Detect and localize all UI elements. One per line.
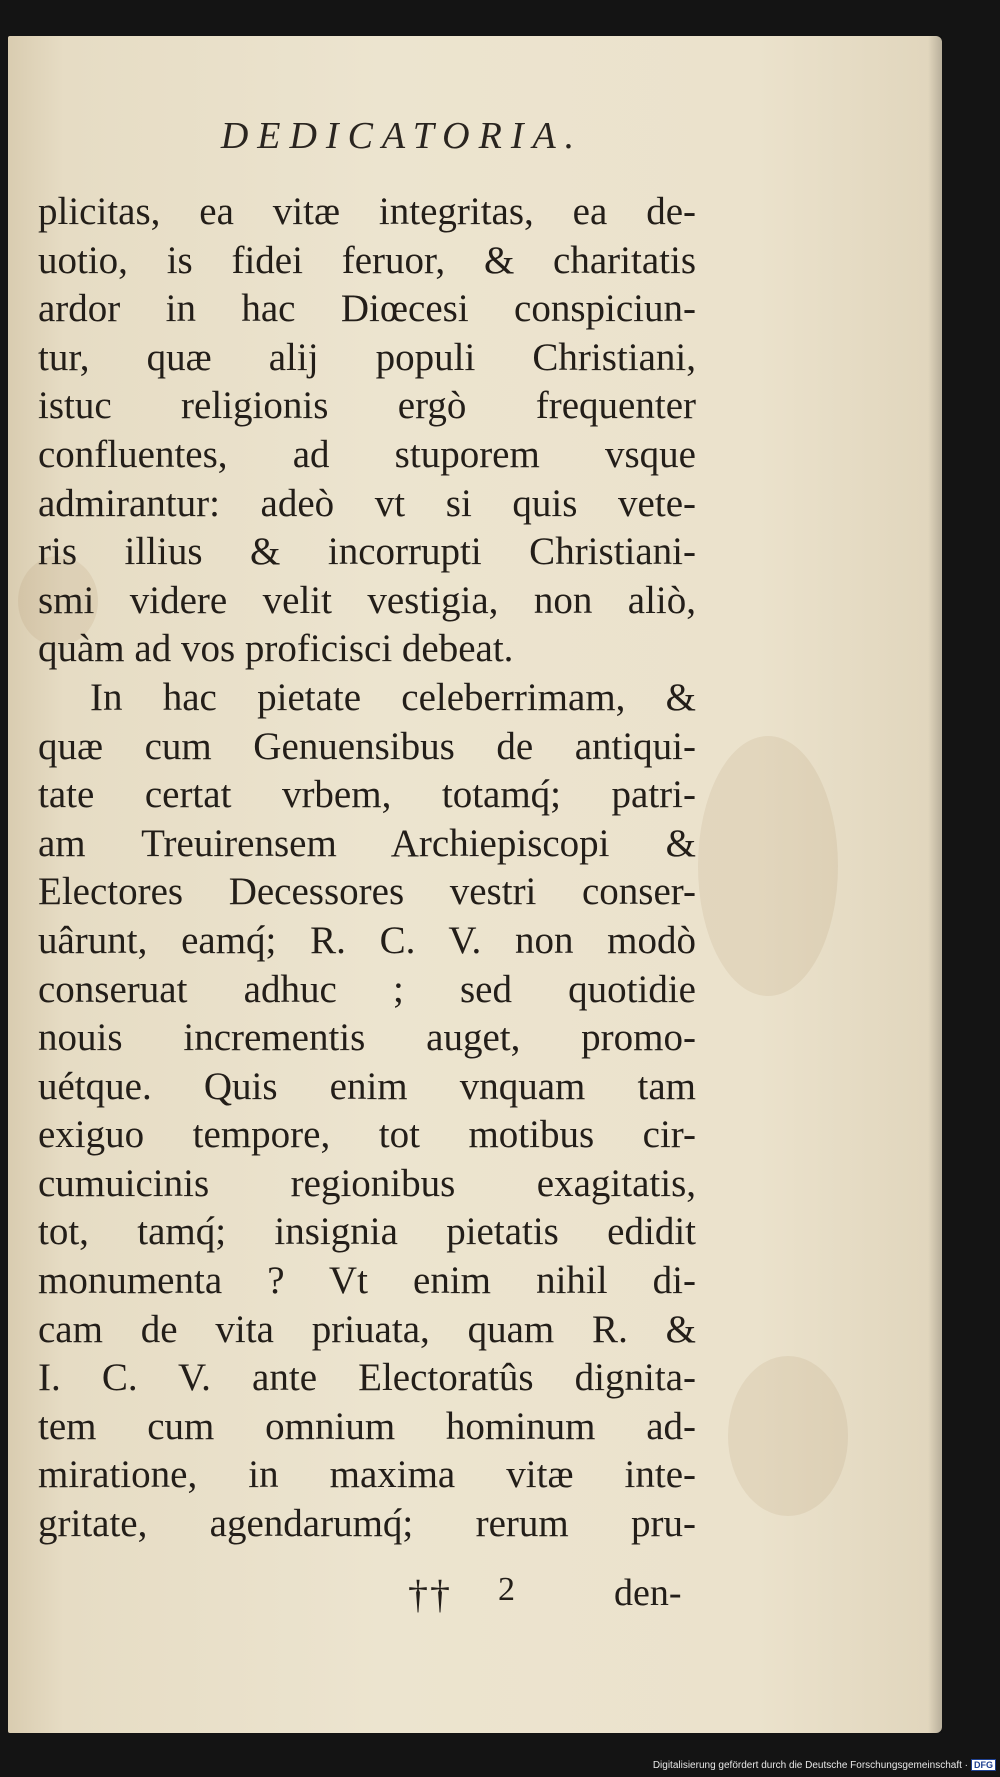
text-line: miratione, in maxima vitæ inte- bbox=[38, 1453, 696, 1497]
text-block bbox=[38, 188, 696, 1549]
text-line: admirantur: adeò vt si quis vete- bbox=[38, 481, 696, 525]
dfg-logo: DFG bbox=[971, 1759, 996, 1771]
text-line: In hac pietate celeberrimam, & bbox=[90, 675, 696, 719]
signature-mark: †† bbox=[408, 1572, 452, 1617]
text-line: plicitas, ea vitæ integritas, ea de- bbox=[38, 190, 696, 233]
text-line: tem cum omnium hominum ad- bbox=[38, 1404, 696, 1448]
text-line: gritate, agendarumq́; rerum pru- bbox=[38, 1502, 696, 1546]
text-line: quàm ad vos proficisci debeat. bbox=[38, 627, 514, 671]
text-line: ardor in hac Diœcesi conspiciun- bbox=[38, 287, 696, 331]
text-line: uotio, is fidei feruor, & charitatis bbox=[38, 238, 696, 282]
text-line: quæ cum Genuensibus de antiqui- bbox=[38, 724, 696, 768]
digitization-credit bbox=[653, 1759, 996, 1771]
text-line: ris illius & incorrupti Christiani- bbox=[38, 530, 696, 574]
text-line: confluentes, ad stuporem vsque bbox=[38, 432, 696, 476]
paper-stain bbox=[728, 1356, 848, 1516]
text-line: I. C. V. ante Electoratûs dignita- bbox=[38, 1356, 696, 1400]
text-line: tur, quæ alij populi Christiani, bbox=[38, 335, 696, 379]
text-line: am Treuirensem Archiepiscopi & bbox=[38, 821, 696, 865]
book-page bbox=[8, 36, 942, 1733]
catchword: den- bbox=[614, 1572, 682, 1614]
text-line: cumuicinis regionibus exagitatis, bbox=[38, 1161, 696, 1205]
text-line: nouis incrementis auget, promo- bbox=[38, 1016, 696, 1060]
credit-text: Digitalisierung gefördert durch die Deutsche Forschungsgemeinschaft · bbox=[652, 1759, 968, 1771]
text-line: cam de vita priuata, quam R. & bbox=[38, 1307, 696, 1351]
text-line: uârunt, eamq́; R. C. V. non modò bbox=[38, 918, 696, 962]
running-header: DEDICATORIA. bbox=[220, 115, 584, 157]
page-edge-shadow bbox=[928, 36, 942, 1733]
text-line: exiguo tempore, tot motibus cir- bbox=[38, 1113, 696, 1157]
paper-stain bbox=[698, 736, 838, 996]
text-line: smi videre velit vestigia, non aliò, bbox=[38, 578, 696, 622]
text-line: tate certat vrbem, totamq́; patri- bbox=[38, 773, 696, 817]
text-line: uétque. Quis enim vnquam tam bbox=[38, 1064, 696, 1108]
text-line: conseruat adhuc ; sed quotidie bbox=[38, 967, 696, 1011]
text-line: tot, tamq́; insignia pietatis edidit bbox=[38, 1210, 696, 1254]
text-line: monumenta ? Vt enim nihil di- bbox=[38, 1259, 696, 1303]
text-line: istuc religionis ergò frequenter bbox=[38, 384, 696, 428]
signature-number: 2 bbox=[498, 1571, 515, 1608]
text-line: Electores Decessores vestri conser- bbox=[38, 870, 696, 914]
